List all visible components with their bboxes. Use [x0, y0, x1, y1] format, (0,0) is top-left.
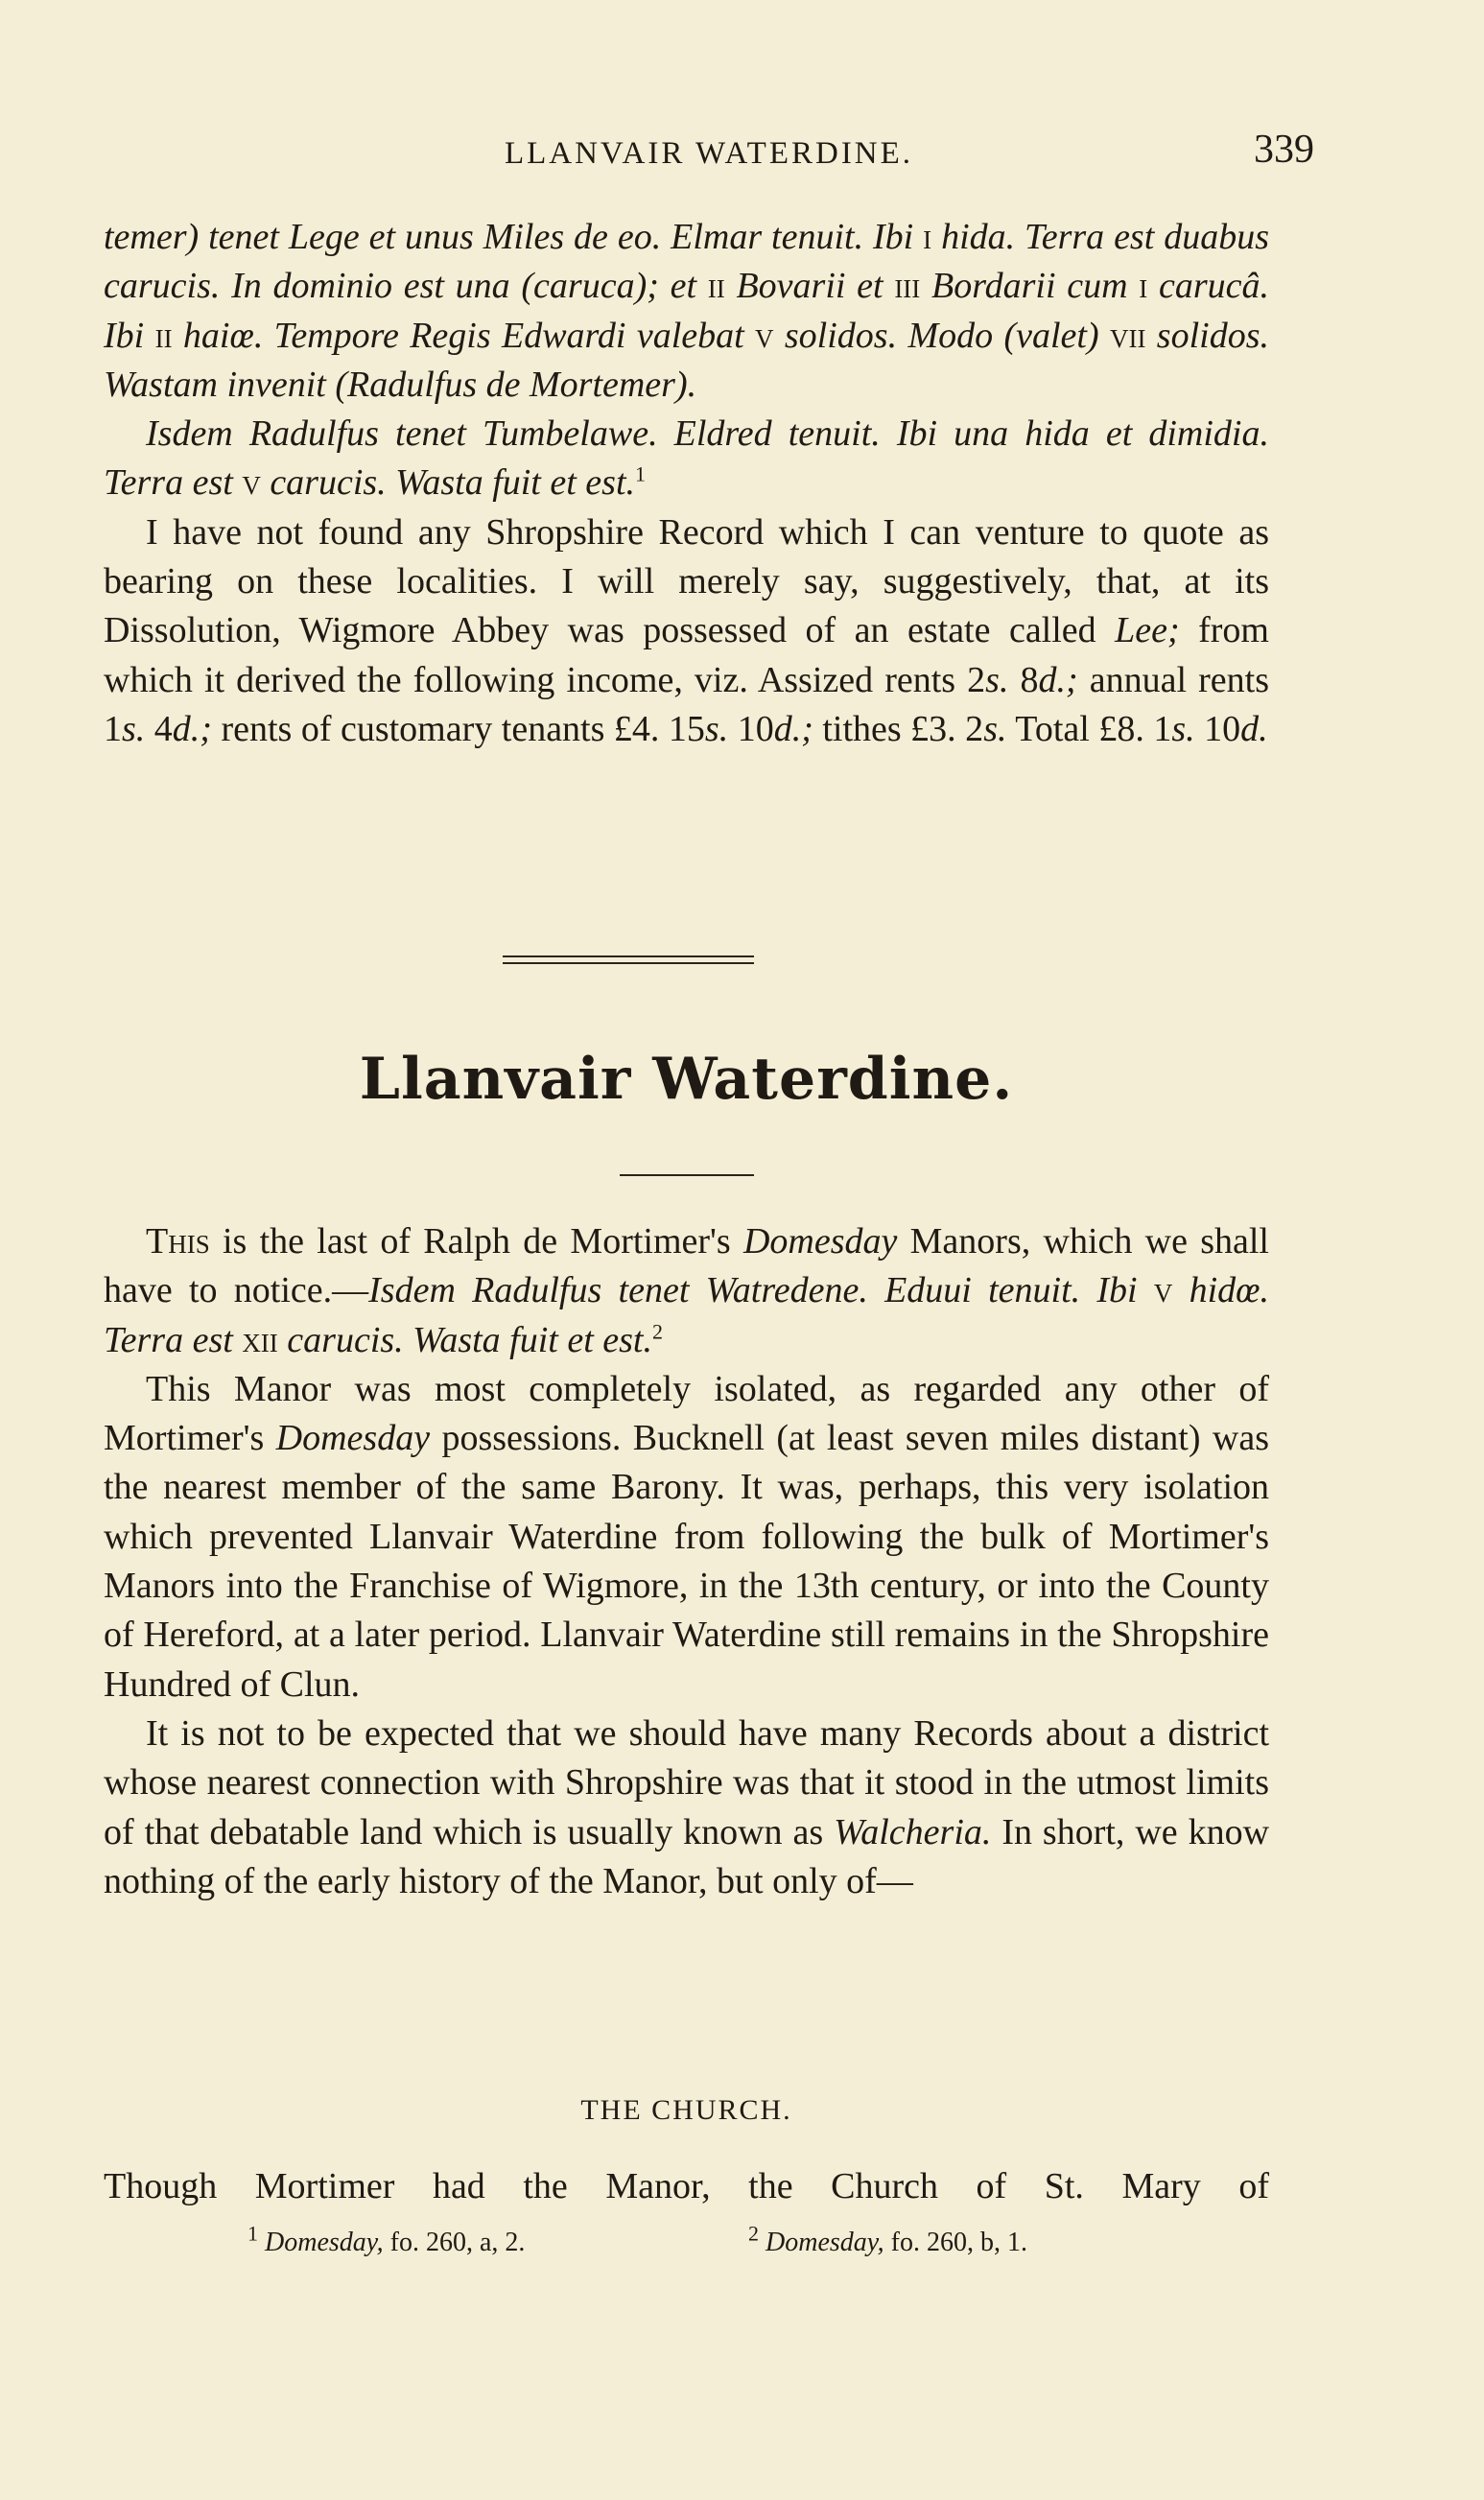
isolation-paragraph — [104, 1365, 1269, 1710]
double-rule-bottom — [503, 962, 754, 964]
text-run: carucis. Wasta fuit et est. — [260, 462, 635, 504]
text-run: ii — [154, 315, 173, 356]
text-run: Bovarii et — [724, 266, 895, 307]
text-run: This Manor was most completely isolated, as regarded any other of Mortimer's — [104, 1368, 1269, 1459]
footnote-2-ref: fo. 260, b, 1. — [883, 2228, 1027, 2257]
text-run: i — [1139, 266, 1148, 307]
church-paragraph-first-line: Though Mortimer had the Manor, the Church of St. Mary of — [104, 2166, 1269, 2206]
text-run: d. — [1240, 708, 1268, 749]
text-run: Lee; — [1115, 610, 1180, 651]
text-run: possessions. Bucknell (at least seven miles distant) was the nearest member of the same Barony. It was, perhaps, this very isolation which prevented Llanvair Waterdine from following the bulk of Mortimer's Manors into the Franchise of Wigmore, in the 13th century, or into the County of Hereford, at a later period. Llanvair Waterdine still remains in the Shropshire Hundred of Clun. — [104, 1418, 1269, 1705]
text-run: xii — [242, 1319, 278, 1360]
text-run: ii — [707, 266, 725, 307]
footnote-1 — [247, 2221, 526, 2258]
text-run: d.; — [1038, 659, 1078, 700]
text-run: d.; — [172, 708, 212, 749]
records-paragraph — [104, 1710, 1269, 1906]
section-title: Llanvair Waterdine. — [359, 1046, 1014, 1113]
footnote-2-source: Domesday, — [766, 2228, 884, 2257]
text-run: 10 — [1194, 708, 1241, 749]
running-title: LLANVAIR WATERDINE. — [504, 136, 914, 171]
text-run: 4 — [145, 708, 173, 749]
text-run: 8 — [1008, 659, 1039, 700]
text-run: solidos. Modo (valet) — [773, 315, 1110, 356]
text-run: d.; — [773, 708, 813, 749]
text-run: v — [1153, 1270, 1173, 1311]
text-run: In short, we know nothing of the early history of the Manor, but only of— — [104, 1811, 1270, 1901]
text-run: Bordarii cum — [920, 266, 1140, 307]
text-run: 10 — [728, 708, 774, 749]
text-run: Isdem Radulfus tenet Tumbelawe. Eldred tenuit. Ibi una hida et dimidia. Terra est — [104, 413, 1269, 504]
text-run: iii — [894, 266, 921, 307]
text-run: annual rents 1 — [104, 659, 1270, 749]
text-run: solidos. Wastam invenit (Radulfus de Mortemer). — [104, 315, 1269, 405]
text-run: v — [755, 315, 774, 356]
church-heading: THE CHURCH. — [580, 2094, 792, 2126]
text-run: rents of customary tenants £4. 15 — [211, 708, 705, 749]
domesday-extract-paragraph — [104, 213, 1269, 410]
text-run: hida. Terra est duabus carucis. In dominio est una (caruca); et — [104, 217, 1269, 307]
text-run: hidœ. Terra est — [104, 1270, 1270, 1360]
footnote-2-mark: 2 — [748, 2221, 759, 2246]
footnotes — [247, 2221, 1111, 2266]
text-run: Total £8. 1 — [1006, 708, 1172, 749]
text-run: vii — [1109, 315, 1146, 356]
tumbelawe-paragraph — [104, 410, 1269, 508]
text-run: s. — [122, 708, 146, 749]
text-block-lower — [104, 1217, 1269, 1906]
text-run: s. — [704, 708, 729, 749]
text-run: is the last of Ralph de Mortimer's — [209, 1221, 743, 1262]
footnote-1-source: Domesday, — [265, 2228, 384, 2257]
footnote-2 — [748, 2221, 1027, 2258]
text-run: Domesday — [742, 1221, 898, 1262]
text-run: Domesday — [275, 1418, 431, 1459]
text-run: i — [923, 217, 932, 257]
text-block-upper — [104, 213, 1269, 754]
footnote-marker: 1 — [635, 461, 646, 486]
intro-paragraph — [104, 1217, 1269, 1365]
text-run: temer) tenet Lege et unus Miles de eo. Elmar tenuit. Ibi — [104, 217, 924, 257]
text-run: Isdem Radulfus tenet Watredene. Eduui tenuit. Ibi — [368, 1270, 1154, 1311]
text-run: carucâ. Ibi — [104, 266, 1270, 356]
text-run: s. — [1171, 708, 1195, 749]
page-header — [104, 127, 1314, 184]
text-run: carucis. Wasta fuit et est. — [277, 1319, 652, 1360]
text-run: s. — [985, 659, 1009, 700]
text-run: from which it derived the following income, viz. Assized rents 2 — [104, 610, 1269, 700]
text-run: s. — [983, 708, 1007, 749]
footnote-1-mark: 1 — [247, 2221, 258, 2246]
text-run: Manors, which we shall have to notice.— — [104, 1221, 1269, 1311]
text-run: v — [242, 462, 261, 504]
text-run: It is not to be expected that we should have many Records about a district whose nearest connection with Shropshire was that it stood in the utmost limits of that debatable land which is usually known as — [104, 1712, 1269, 1852]
text-run: haiœ. Tempore Regis Edwardi valebat — [172, 315, 756, 356]
text-run: tithes £3. 2 — [813, 708, 984, 749]
text-run: I have not found any Shropshire Record which I can venture to quote as bearing on these localities. I will merely say, suggestively, that, at its Dissolution, Wigmore Abbey was possessed of an estate called — [104, 511, 1269, 651]
page-number: 339 — [1254, 128, 1314, 172]
footnote-marker: 2 — [651, 1318, 663, 1343]
footnote-1-ref: fo. 260, a, 2. — [383, 2228, 526, 2257]
title-underline — [620, 1174, 754, 1176]
double-rule-top — [503, 955, 754, 957]
lee-estate-paragraph — [104, 508, 1269, 754]
text-run: This — [146, 1221, 210, 1262]
text-run: Walcheria. — [834, 1811, 992, 1852]
